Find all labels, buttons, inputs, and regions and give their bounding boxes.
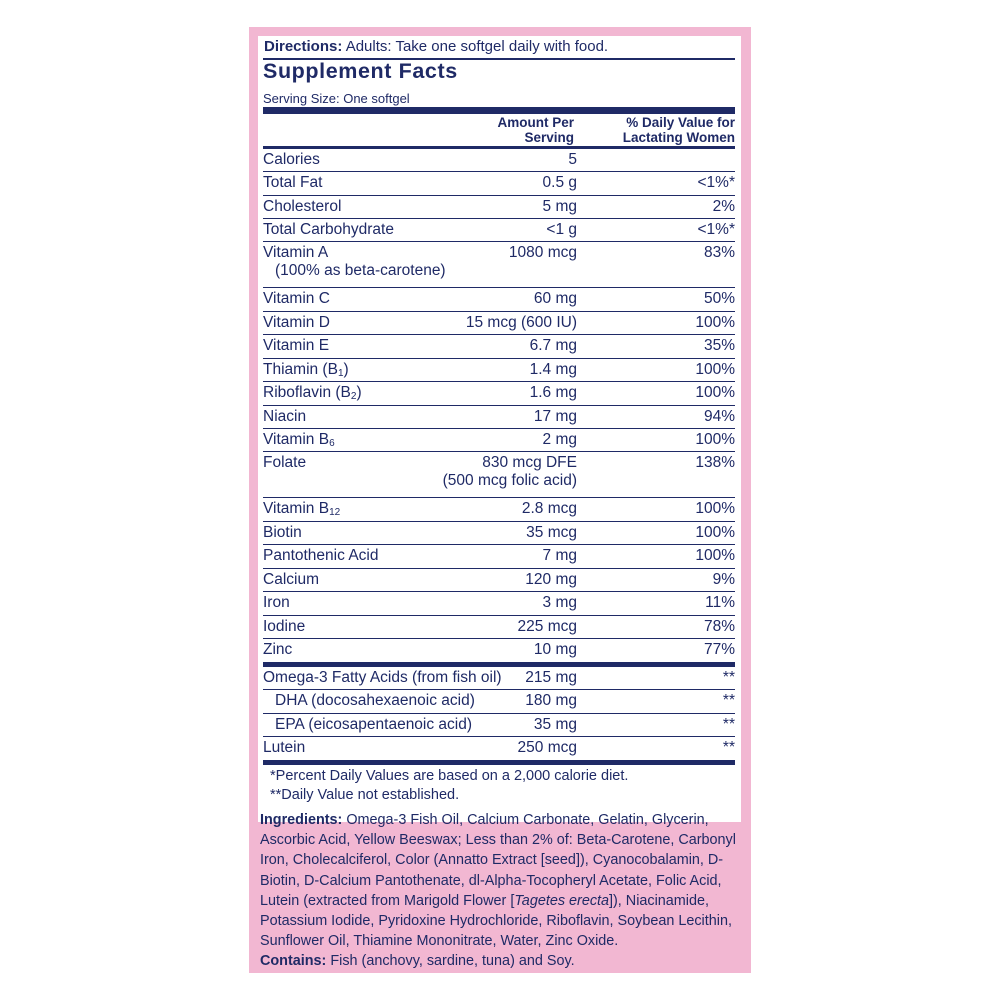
nutrient-name: Vitamin $B_6$: [263, 431, 335, 449]
nutrient-name: Vitamin A: [263, 244, 329, 261]
table-row: [263, 569, 735, 592]
table-row: [263, 196, 735, 219]
nutrient-amount: 225 mcg: [517, 618, 577, 635]
nutrient-name: Riboflavin $(B_2)$: [263, 384, 362, 402]
table-row: [263, 219, 735, 242]
nutrient-amount: 60 mg: [533, 290, 577, 307]
nutrient-amount: 3 mg: [542, 594, 577, 611]
serving-size: Serving Size: One softgel: [263, 91, 410, 106]
table-row: [263, 149, 735, 172]
nutrient-amount: 215 mg: [525, 669, 577, 686]
nutrient-name: Iron: [263, 594, 290, 611]
nutrient-name: Iodine: [263, 618, 306, 635]
footnote-percent-dv: *Percent Daily Values are based on a 2,000 calorie diet.: [270, 768, 629, 784]
nutrient-name: Total Carbohydrate: [263, 221, 394, 238]
nutrient-amount: 1.6 mg: [529, 384, 577, 401]
table-row: [263, 288, 735, 312]
nutrient-amount: 120 mg: [525, 571, 577, 588]
nutrient-daily-value: 100%: [695, 431, 735, 448]
table-row: [263, 545, 735, 569]
nutrient-name: Calories: [263, 151, 320, 168]
nutrient-amount: 7 mg: [542, 547, 577, 564]
nutrient-daily-value: 138%: [695, 454, 735, 471]
nutrient-amount: 1.4 mg: [529, 361, 577, 378]
nutrient-amount: 10 mg: [533, 641, 577, 658]
label-panel: [249, 27, 751, 973]
ingredients-block: [260, 810, 745, 972]
nutrient-daily-value: <1%*: [697, 221, 735, 238]
table-row: [263, 616, 735, 639]
nutrient-amount: 180 mg: [525, 692, 577, 709]
nutrient-daily-value: 11%: [705, 594, 735, 611]
nutrient-daily-value: 100%: [695, 547, 735, 564]
footnotes: [270, 767, 628, 805]
nutrient-daily-value: 9%: [712, 571, 735, 588]
nutrient-name: Vitamin E: [263, 337, 330, 354]
nutrient-table: [263, 149, 735, 765]
ingredients-label: Ingredients:: [260, 812, 343, 828]
nutrient-name: Folate: [263, 454, 307, 471]
table-row: [263, 452, 735, 498]
table-row: [263, 429, 735, 452]
nutrient-daily-value: 2%: [712, 198, 735, 215]
nutrient-daily-value: 100%: [695, 384, 735, 401]
nutrient-daily-value: **: [722, 669, 735, 686]
amount-per-serving-header: [458, 115, 574, 145]
nutrient-daily-value: 77%: [703, 641, 735, 658]
contains-text: Fish (anchovy, sardine, tuna) and Soy.: [326, 953, 575, 970]
thick-rule-header: [263, 107, 735, 114]
daily-value-header: [578, 115, 735, 145]
nutrient-daily-value: 83%: [703, 244, 735, 261]
dv-header-line2: Lactating Women: [622, 130, 735, 145]
table-row: [263, 406, 735, 429]
nutrient-amount: 5 mg: [542, 198, 577, 215]
table-row: [263, 382, 735, 406]
nutrient-amount: 35 mg: [533, 716, 577, 733]
table-row: [263, 639, 735, 667]
nutrient-name: Vitamin D: [263, 314, 330, 331]
table-row: [263, 242, 735, 288]
table-row: [263, 312, 735, 335]
table-row: [263, 335, 735, 359]
table-row: [263, 359, 735, 382]
nutrient-amount: 250 mcg: [517, 739, 577, 756]
table-row: [263, 690, 735, 714]
contains-label: Contains:: [260, 953, 327, 970]
table-row: [263, 737, 735, 765]
nutrient-amount: 6.7 mg: [529, 337, 577, 354]
nutrient-daily-value: 94%: [703, 408, 735, 425]
table-row: [263, 592, 735, 616]
nutrient-amount: 5: [568, 151, 577, 168]
nutrient-daily-value: 100%: [695, 361, 735, 378]
nutrient-amount: 35 mcg: [526, 524, 577, 541]
nutrient-daily-value: **: [722, 739, 735, 756]
amount-header-line1: Amount Per: [497, 115, 574, 130]
supplement-facts-title: Supplement Facts: [263, 59, 458, 83]
nutrient-name: Total Fat: [263, 174, 323, 191]
nutrient-daily-value: 100%: [695, 500, 735, 517]
nutrient-daily-value: <1%*: [697, 174, 735, 191]
table-row: [263, 172, 735, 196]
nutrient-name: Biotin: [263, 524, 302, 541]
nutrient-daily-value: 78%: [703, 618, 735, 635]
amount-header-line2: Serving: [524, 130, 574, 145]
table-row: [263, 667, 735, 690]
ingredients-italic: Tagetes erecta: [514, 892, 610, 909]
nutrient-amount: 830 mcg DFE: [482, 454, 577, 471]
nutrient-name: Pantothenic Acid: [263, 547, 379, 564]
nutrient-name: Vitamin C: [263, 290, 330, 307]
table-row: [263, 522, 735, 545]
nutrient-name: Omega-3 Fatty Acids (from fish oil): [263, 669, 502, 686]
nutrient-daily-value: 35%: [703, 337, 735, 354]
nutrient-daily-value: **: [722, 716, 735, 733]
nutrient-name: Thiamin $(B_1)$: [263, 361, 349, 379]
nutrient-amount: 0.5 g: [542, 174, 577, 191]
table-row: [263, 498, 735, 522]
supplement-facts-box: [258, 36, 741, 822]
nutrient-name: Lutein: [263, 739, 306, 756]
nutrient-amount: 17 mg: [533, 408, 577, 425]
nutrient-daily-value: 100%: [695, 524, 735, 541]
nutrient-name: Niacin: [263, 408, 307, 425]
nutrient-amount: 2.8 mcg: [521, 500, 577, 517]
directions-text: Adults: Take one softgel daily with food.: [342, 38, 609, 55]
nutrient-name-note: (100% as beta-carotene): [275, 262, 446, 279]
ingredients-text: Omega-3 Fish Oil, Calcium Carbonate, Gelatin, Glycerin, Ascorbic Acid, Yellow Beeswax; Less than 2% of: Beta-Carotene, Carbonyl Iron, Cholecalciferol, Color (Annatto Extract [seed]), Cyanocobalamin, D-Biotin, D-Calcium Pantothenate, dl-Alpha-Tocopheryl Acetate, Folic Acid, Lutein (extracted from Marigold Flower [: [260, 812, 736, 909]
nutrient-daily-value: 50%: [703, 290, 735, 307]
nutrient-amount: 1080 mcg: [508, 244, 577, 261]
table-row: [263, 714, 735, 737]
nutrient-amount-note: (500 mcg folic acid): [442, 472, 577, 489]
directions: [264, 38, 608, 55]
nutrient-daily-value: **: [722, 692, 735, 709]
nutrient-daily-value: 100%: [695, 314, 735, 331]
nutrient-amount: 15 mcg (600 IU): [465, 314, 577, 331]
nutrient-amount: <1 g: [546, 221, 577, 238]
nutrient-amount: 2 mg: [542, 431, 577, 448]
ingredients-text-end: ]), Niacinamide, Potassium Iodide, Pyridoxine Hydrochloride, Riboflavin, Soybean Lecithin, Sunflower Oil, Thiamine Mononitrate, Water, Zinc Oxide.: [260, 892, 732, 950]
nutrient-name: Calcium: [263, 571, 319, 588]
nutrient-name: EPA (eicosapentaenoic acid): [275, 716, 473, 733]
nutrient-name: DHA (docosahexaenoic acid): [275, 692, 475, 709]
footnote-dv-not-established: **Daily Value not established.: [270, 787, 460, 803]
nutrient-name: Vitamin $B_{12}$: [263, 500, 341, 518]
nutrient-name: Zinc: [263, 641, 293, 658]
nutrient-name: Cholesterol: [263, 198, 342, 215]
directions-label: Directions:: [264, 38, 343, 55]
dv-header-line1: % Daily Value for: [626, 115, 735, 130]
